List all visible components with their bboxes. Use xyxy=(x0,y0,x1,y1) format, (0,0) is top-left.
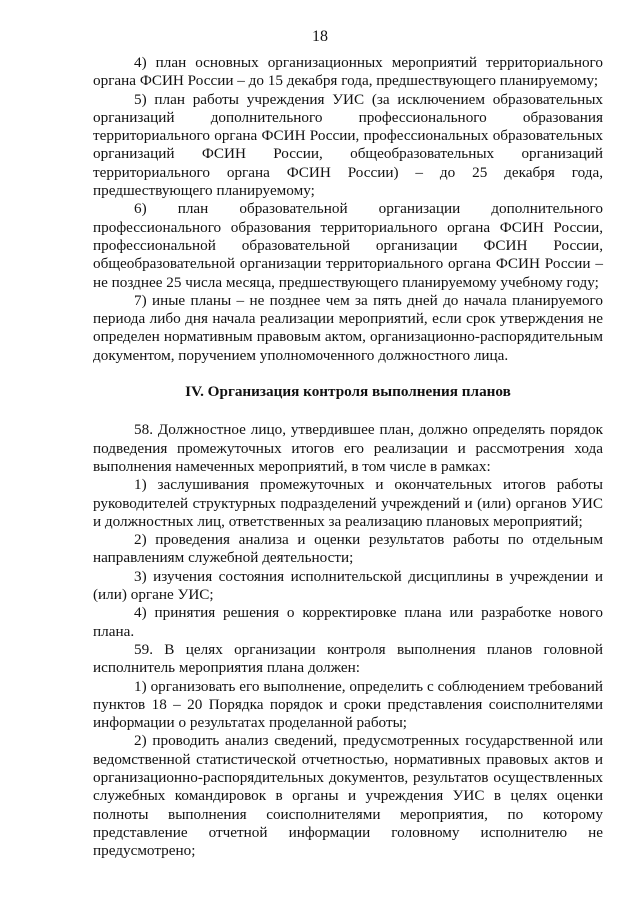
page-number: 18 xyxy=(312,28,328,45)
paragraph-58-item-2: 2) проведения анализа и оценки результатов работы по отдельным направлениям служебной деятельности; xyxy=(93,531,603,567)
paragraph-58-item-3: 3) изучения состояния исполнительской дисциплины в учреждении и (или) органе УИС; xyxy=(93,567,603,604)
paragraph-59-item-2: 2) проводить анализ сведений, предусмотренных государственной или ведомственной статистической отчетностью, нормативных правовых актов и организационно-распорядительных документов, результатов осуществленных служебных командировок в органы и учреждения УИС в целях оценки полноты выполнения соисполнителями мероприятия, по которому представление отчетной информации головному исполнителю не предусмотрено; xyxy=(93,732,603,860)
paragraph-58-item-4: 4) принятия решения о корректировке плана или разработке нового плана. xyxy=(93,604,603,640)
paragraph-plan-5: 5) план работы учреждения УИС (за исключением образовательных организаций дополнительного профессионального образования территориального органа ФСИН России, профессиональных образовательных организаций ФСИН России, общеобразовательных организаций территориального органа ФСИН России) – до 25 декабря года, предшествующего планируемому; xyxy=(93,90,603,200)
document-body xyxy=(93,54,603,860)
paragraph-59: 59. В целях организации контроля выполнения планов головной исполнитель мероприятия плана должен: xyxy=(93,640,603,677)
paragraph-58: 58. Должностное лицо, утвердившее план, должно определять порядок подведения промежуточных итогов его реализации и рассмотрения хода выполнения намеченных мероприятий, в том числе в рамках: xyxy=(93,421,603,475)
paragraph-plan-4: 4) план основных организационных мероприятий территориального органа ФСИН России – до 15 декабря года, предшествующего планируемому; xyxy=(93,54,603,90)
paragraph-plan-7: 7) иные планы – не позднее чем за пять дней до начала планируемого периода либо дня начала реализации мероприятий, если срок утверждения не определен нормативным правовым актом, организационно-распорядительным документом, поручением уполномоченного должностного лица. xyxy=(93,291,603,364)
paragraph-59-item-1: 1) организовать его выполнение, определить с соблюдением требований пунктов 18 – 20 Порядка порядок и сроки представления соисполнителями информации о результатах проделанной работы; xyxy=(93,677,603,732)
paragraph-58-item-1: 1) заслушивания промежуточных и окончательных итогов работы руководителей структурных подразделений учреждений и (или) органов УИС и должностных лиц, ответственных за реализацию плановых мероприятий; xyxy=(93,476,603,530)
paragraph-plan-6: 6) план образовательной организации дополнительного профессионального образования территориального органа ФСИН России, профессиональной образовательной организации ФСИН России, общеобразовательной организации территориального органа ФСИН России – не позднее 25 числа месяца, предшествующего планируемому учебному году; xyxy=(93,200,603,291)
section-heading: IV. Организация контроля выполнения планов xyxy=(185,383,511,401)
